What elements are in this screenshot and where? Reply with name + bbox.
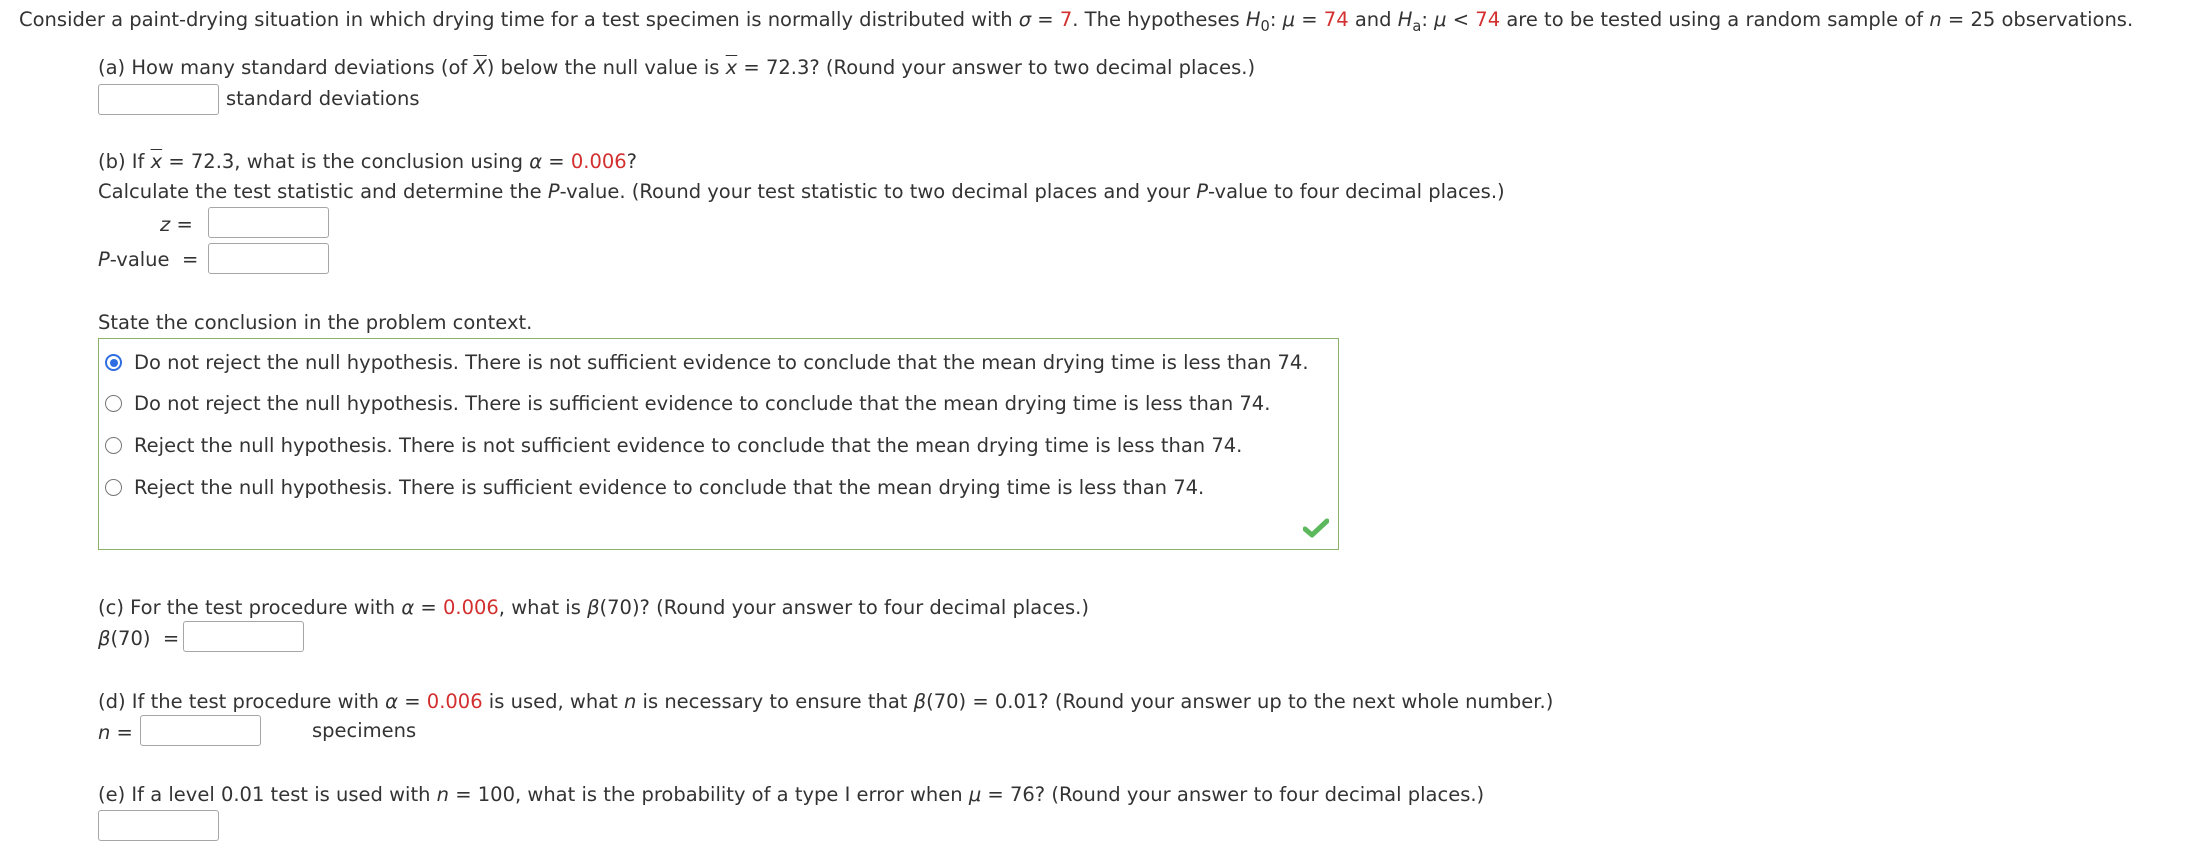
instruction-text: Calculate the test statistic and determine the (98, 180, 548, 203)
equals: = (1031, 8, 1060, 31)
colon: : (1421, 8, 1435, 31)
intro-text: are to be tested using a random sample of (1500, 8, 1930, 31)
question-text: = 72.3, what is the conclusion using (162, 150, 530, 173)
question-text: = 100, what is the probability of a type I error when (449, 783, 969, 806)
problem-intro (19, 8, 2134, 36)
p-symbol: P (1196, 180, 1209, 203)
alpha-symbol: α (529, 150, 543, 173)
radio-option-3[interactable] (105, 437, 122, 454)
alpha-symbol: α (385, 690, 399, 713)
mu-symbol: μ (1434, 8, 1447, 31)
xbar-symbol: $\overline{x}$ (150, 150, 163, 173)
equals: = (414, 596, 443, 619)
part-b-instructions (98, 180, 1505, 203)
alpha-symbol: α (401, 596, 415, 619)
radio-option-2[interactable] (105, 395, 122, 412)
equals: = (398, 690, 427, 713)
beta-label (98, 627, 179, 650)
part-a-answer-input[interactable] (98, 84, 219, 115)
intro-text: = 25 observations. (1941, 8, 2134, 31)
instruction-text: -value. (Round your test statistic to two decimal places and your (559, 180, 1197, 203)
specimens-unit-label: specimens (312, 719, 417, 742)
beta-70-input[interactable] (183, 621, 304, 652)
colon: : (1269, 8, 1283, 31)
p-value-text: -value = (109, 248, 199, 271)
part-d-question (98, 690, 1553, 713)
mu-symbol: μ (1282, 8, 1296, 31)
equals: = (170, 213, 193, 236)
question-text: (70) = 0.01? (Round your answer up to the next whole number.) (926, 690, 1554, 713)
part-c-question (98, 596, 1089, 619)
n-symbol: n (436, 783, 450, 806)
type-1-error-input[interactable] (98, 810, 219, 841)
xbar-symbol: $\overline{x}$ (725, 56, 738, 79)
question-text: (d) If the test procedure with (98, 690, 386, 713)
beta-symbol: β (913, 690, 927, 713)
sigma-value: 7 (1059, 8, 1073, 31)
question-text: ) below the null value is (486, 56, 726, 79)
conclusion-prompt: State the conclusion in the problem context. (98, 311, 533, 334)
h-symbol: H (1397, 8, 1413, 31)
part-e-question (98, 783, 1484, 806)
p-value-label (98, 248, 198, 271)
alpha-value: 0.006 (426, 690, 483, 713)
alt-mean-value: 74 (1475, 8, 1501, 31)
question-mark: ? (626, 150, 638, 173)
beta-label-text: (70) = (110, 627, 180, 650)
n-symbol: n (1929, 8, 1942, 31)
part-a-question (98, 56, 1255, 79)
question-text: (a) How many standard deviations (of (98, 56, 474, 79)
radio-option-4[interactable] (105, 479, 122, 496)
equals: = (542, 150, 571, 173)
h-symbol: H (1245, 8, 1261, 31)
xbar-symbol: $\overline{X}$ (473, 56, 487, 79)
p-symbol: P (547, 180, 560, 203)
question-text: is necessary to ensure that (636, 690, 914, 713)
ha-subscript: a (1412, 18, 1422, 36)
intro-text: . The hypotheses (1072, 8, 1246, 31)
less-than: < (1446, 8, 1476, 31)
p-symbol: P (98, 248, 110, 271)
null-mean-value: 74 (1323, 8, 1349, 31)
mu-symbol: μ (968, 783, 982, 806)
question-text: (b) If (98, 150, 151, 173)
question-text: is used, what (482, 690, 624, 713)
n-symbol: n (623, 690, 637, 713)
z-label (160, 213, 193, 236)
z-symbol: z (160, 213, 171, 236)
question-text: = 72.3? (Round your answer to two decimal places.) (737, 56, 1256, 79)
equals: = (1295, 8, 1324, 31)
part-a-unit-label: standard deviations (226, 87, 420, 110)
option-1-label[interactable]: Do not reject the null hypothesis. There is not sufficient evidence to conclude that the mean drying time is less than 74. (134, 351, 1309, 374)
alpha-value: 0.006 (570, 150, 627, 173)
checkmark-icon (1303, 518, 1329, 538)
question-text: (70)? (Round your answer to four decimal places.) (599, 596, 1089, 619)
n-symbol: n (98, 721, 111, 744)
alpha-value: 0.006 (442, 596, 499, 619)
instruction-text: -value to four decimal places.) (1208, 180, 1505, 203)
n-label (98, 721, 133, 744)
intro-text: Consider a paint-drying situation in which drying time for a test specimen is normally distributed with (19, 8, 1019, 31)
equals: = (110, 721, 133, 744)
h0-subscript: 0 (1260, 18, 1270, 36)
question-text: (c) For the test procedure with (98, 596, 402, 619)
question-text: = 76? (Round your answer to four decimal places.) (981, 783, 1485, 806)
question-text: (e) If a level 0.01 test is used with (98, 783, 437, 806)
part-b-question (98, 150, 637, 173)
p-value-input[interactable] (208, 243, 329, 274)
intro-text: and (1348, 8, 1398, 31)
sigma-symbol: σ (1018, 8, 1032, 31)
option-3-label[interactable]: Reject the null hypothesis. There is not sufficient evidence to conclude that the mean drying time is less than 74. (134, 434, 1243, 457)
beta-symbol: β (98, 627, 111, 650)
beta-symbol: β (587, 596, 600, 619)
option-4-label[interactable]: Reject the null hypothesis. There is sufficient evidence to conclude that the mean drying time is less than 74. (134, 476, 1205, 499)
sample-size-input[interactable] (140, 715, 261, 746)
option-2-label[interactable]: Do not reject the null hypothesis. There is sufficient evidence to conclude that the mean drying time is less than 74. (134, 392, 1271, 415)
radio-option-1[interactable] (105, 354, 122, 371)
question-text: , what is (498, 596, 588, 619)
z-statistic-input[interactable] (208, 207, 329, 238)
